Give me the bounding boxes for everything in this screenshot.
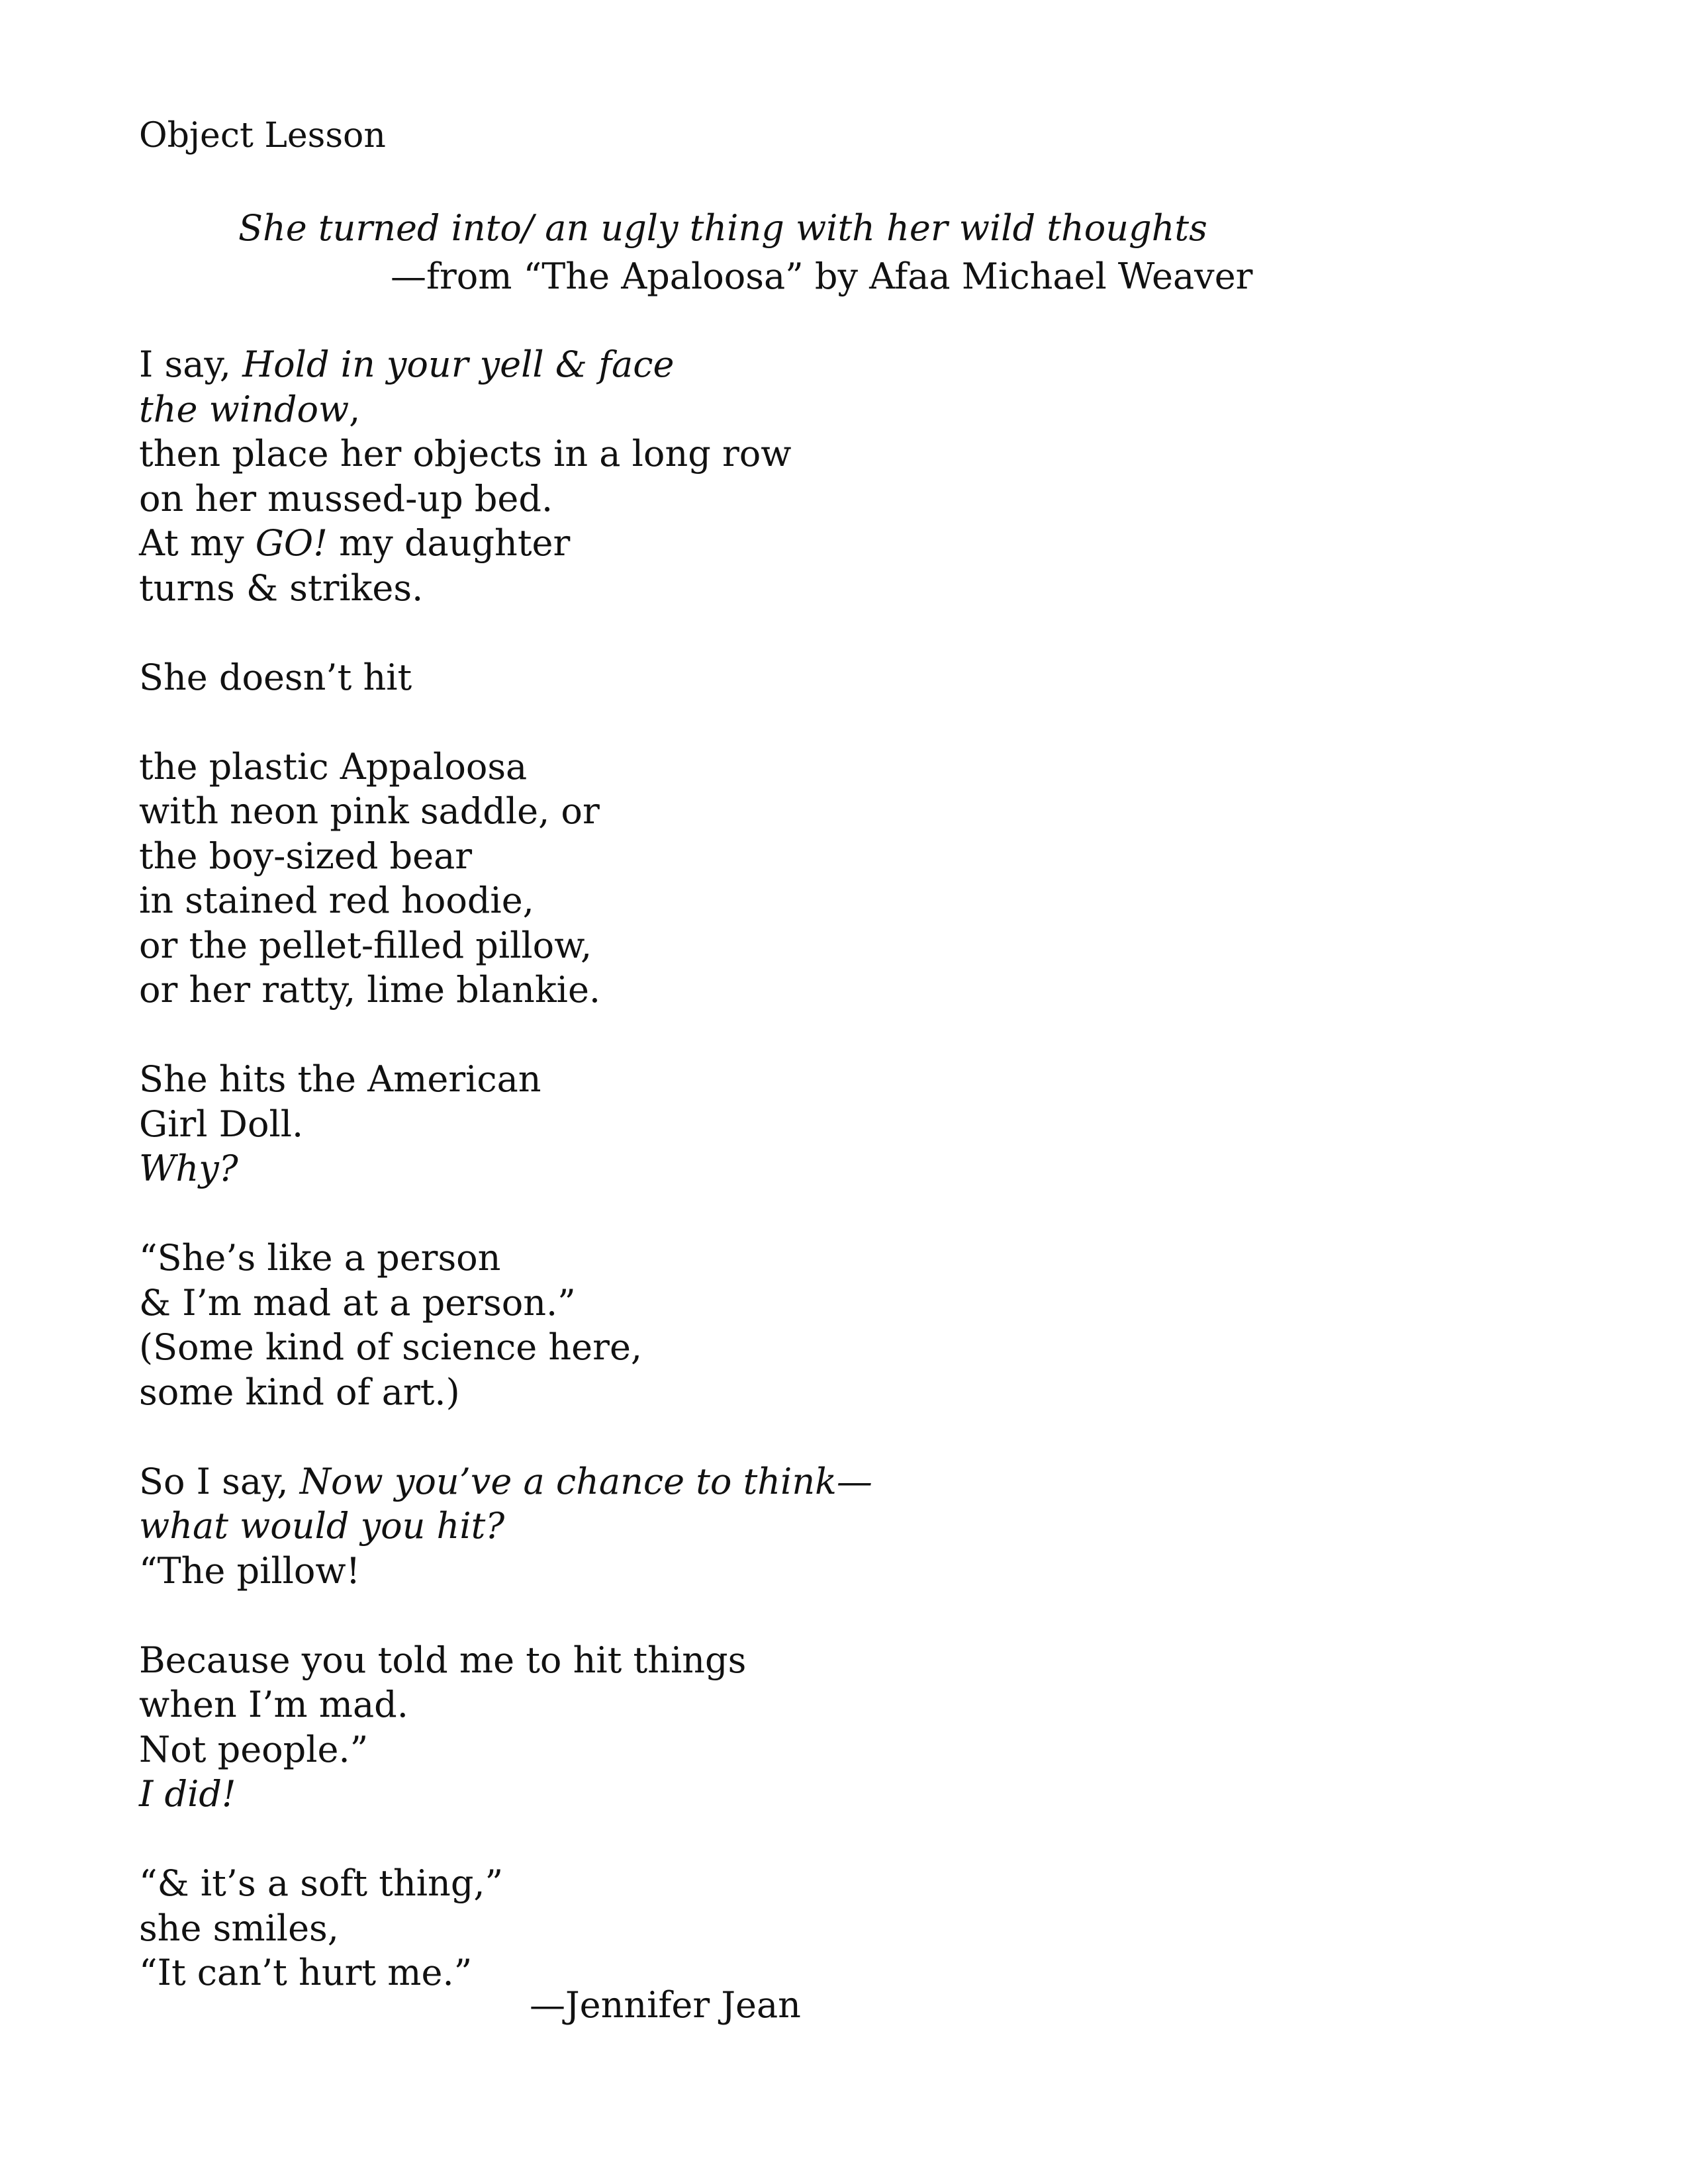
poem-line [139,1549,1529,1594]
poem-line [139,1906,1529,1951]
text-segment: At my [139,522,256,564]
stanza-break [139,700,1529,745]
poem-line [139,1861,1529,1906]
text-segment: “The pillow! [139,1549,361,1592]
poem-line [139,342,1529,387]
poem-line [139,1504,1529,1549]
poem-line [139,1146,1529,1191]
stanza-break [139,1817,1529,1862]
italic-segment: Why? [139,1148,238,1189]
poem-line [139,655,1529,700]
poem-line [139,477,1529,522]
text-segment: or the pellet-filled pillow, [139,924,592,966]
poem-line [139,1057,1529,1102]
poem-line [139,923,1529,968]
text-segment: then place her objects in a long row [139,433,792,475]
text-segment: “It can’t hurt me.” [139,1952,473,1993]
italic-segment: I did! [139,1773,236,1815]
text-segment: She hits the American [139,1058,541,1100]
poem-line [139,1682,1529,1727]
text-segment: some kind of art.) [139,1371,460,1413]
poem-line [139,1281,1529,1326]
poem-line [139,1236,1529,1281]
text-segment: with neon pink saddle, or [139,790,600,832]
poem-line [139,432,1529,477]
poem-line [139,1325,1529,1370]
poem-line [139,387,1529,432]
stanza-break [139,1593,1529,1638]
poem-line [139,1772,1529,1817]
text-segment: my daughter [327,522,571,564]
poem-line [139,745,1529,790]
text-segment: & I’m mad at a person.” [139,1281,576,1324]
poem-line [139,968,1529,1013]
epigraph-source: —from “The Apaloosa” by Afaa Michael Weaver [391,255,1253,297]
text-segment: on her mussed-up bed. [139,477,553,520]
text-segment: Not people.” [139,1728,369,1770]
text-segment: , [349,388,361,430]
italic-segment: what would you hit? [139,1505,505,1547]
text-segment: in stained red hoodie, [139,880,534,921]
text-segment: she smiles, [139,1907,339,1949]
stanza-break [139,1414,1529,1459]
text-segment: I say, [139,343,243,385]
poem-line [139,1727,1529,1772]
text-segment: “She’s like a person [139,1237,501,1279]
text-segment: (Some kind of science here, [139,1326,643,1368]
italic-segment: the window [139,388,350,430]
text-segment: She doesn’t hit [139,656,412,698]
poem-line [139,834,1529,879]
text-segment: the plastic Appaloosa [139,745,528,788]
poem-line [139,1102,1529,1147]
stanza-break [139,610,1529,655]
italic-segment: Now you’ve a chance to think— [299,1460,872,1502]
italic-segment: Hold in your yell & face [242,343,675,385]
author-signature: —Jennifer Jean [530,1984,801,2026]
poem-line [139,1459,1529,1504]
text-segment: Girl Doll. [139,1103,304,1145]
poem-line [139,789,1529,834]
text-segment: turns & strikes. [139,567,424,609]
stanza-break [139,1191,1529,1236]
text-segment: So I say, [139,1460,300,1502]
poem-title: Object Lesson [139,116,386,156]
text-segment: the boy-sized bear [139,835,473,877]
poem-line [139,1638,1529,1683]
stanza-break [139,1013,1529,1058]
poem-body [139,342,1529,1995]
poem-line [139,878,1529,923]
text-segment: when I’m mad. [139,1684,408,1725]
poem-line [139,1370,1529,1415]
poem-line [139,521,1529,566]
poem-line [139,566,1529,611]
text-segment: “& it’s a soft thing,” [139,1862,504,1904]
italic-segment: GO! [255,522,328,564]
text-segment: Because you told me to hit things [139,1639,747,1681]
text-segment: or her ratty, lime blankie. [139,969,601,1011]
epigraph-quote: She turned into/ an ugly thing with her wild thoughts [238,207,1207,249]
poem-line [139,1950,1529,1995]
